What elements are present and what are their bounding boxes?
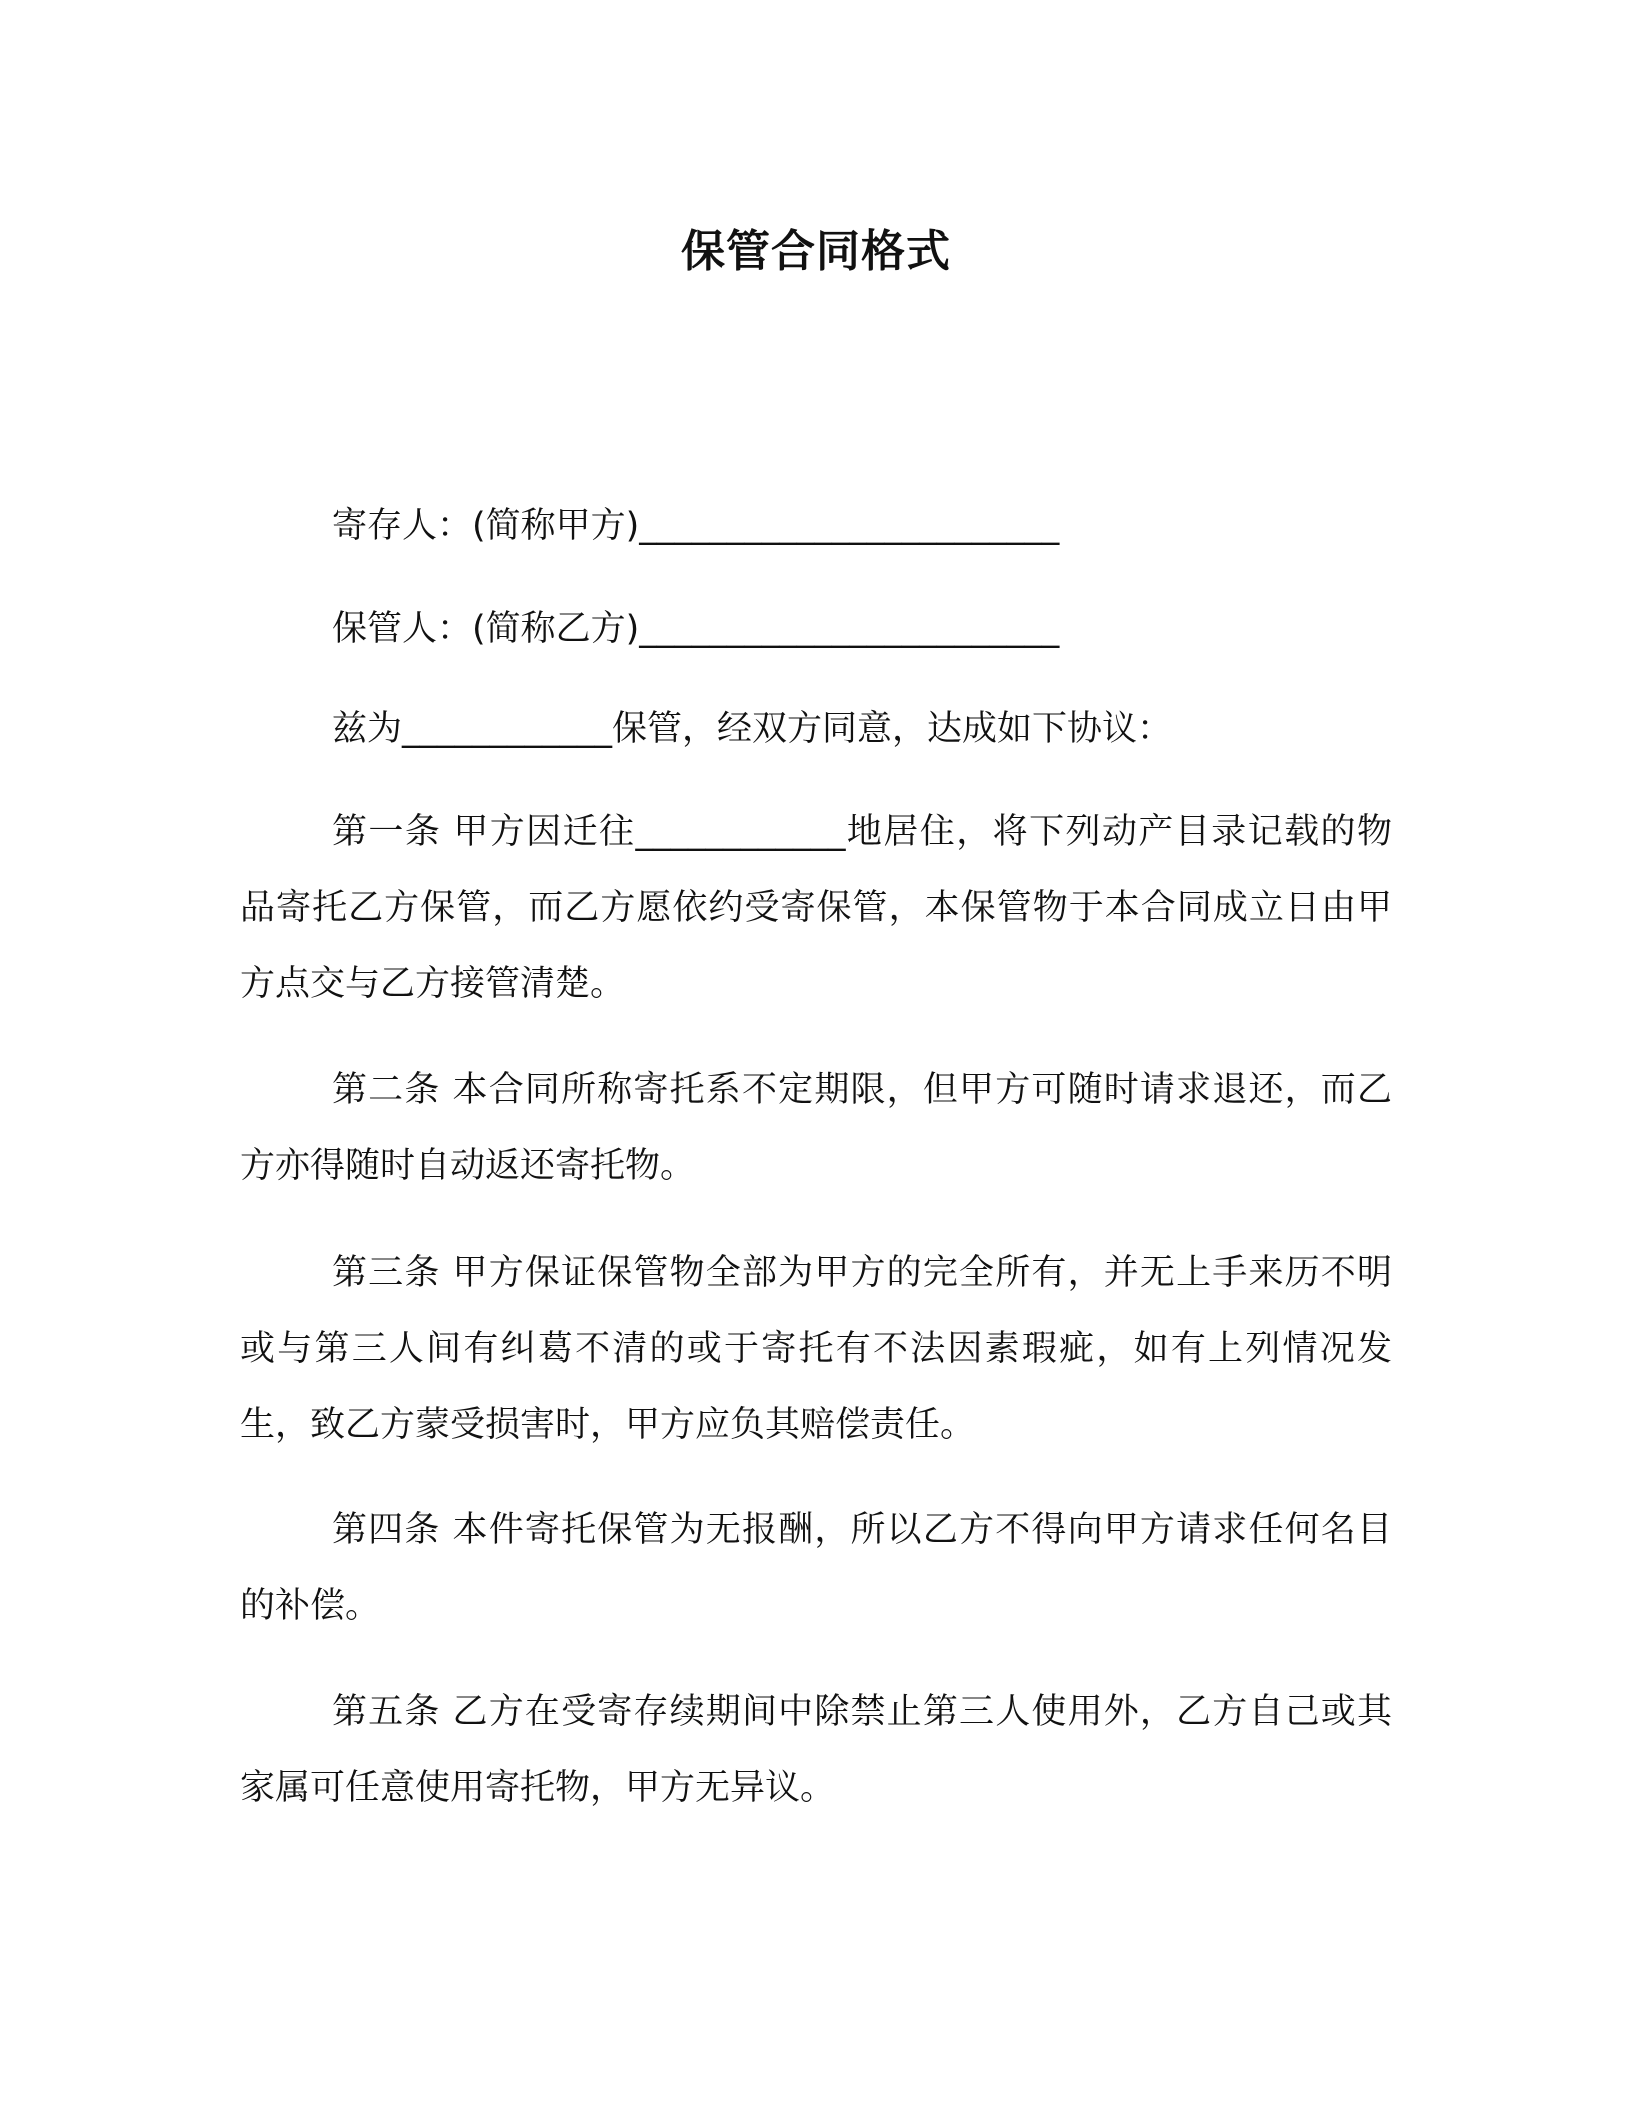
clause-3-text: 甲方保证保管物全部为甲方的完全所有，并无上手来历不明或与第三人间有纠葛不清的或于寄托有不法因素瑕疵，如有上列情况发生，致乙方蒙受损害时，甲方应负其赔偿责任。 (240, 1253, 1392, 1445)
clause-1-label: 第一条 (332, 812, 442, 852)
clause-5-text: 乙方在受寄存续期间中除禁止第三人使用外，乙方自己或其家属可任意使用寄托物，甲方无异议。 (240, 1692, 1392, 1808)
purpose-field: 兹为____________保管，经双方同意，达成如下协议： (332, 709, 1173, 749)
clause-1-text: 甲方因迁往____________地居住，将下列动产目录记载的物品寄托乙方保管，而乙方愿依约受寄保管，本保管物于本合同成立日由甲方点交与乙方接管清楚。 (240, 812, 1392, 1004)
clause-5 (240, 1674, 1392, 1826)
clause-5-label: 第五条 (332, 1692, 441, 1732)
clause-1 (240, 794, 1392, 1022)
clause-4-label: 第四条 (332, 1510, 441, 1550)
clause-4-text: 本件寄托保管为无报酬，所以乙方不得向甲方请求任何名目的补偿。 (240, 1510, 1392, 1626)
depositor-field: 寄存人：(简称甲方)________________________ (332, 506, 1060, 546)
clause-2-label: 第二条 (332, 1070, 441, 1110)
document-title: 保管合同格式 (681, 226, 951, 277)
clause-3-label: 第三条 (332, 1253, 441, 1293)
clause-2-text: 本合同所称寄托系不定期限，但甲方可随时请求退还，而乙方亦得随时自动返还寄托物。 (240, 1070, 1392, 1186)
custodian-field: 保管人：(简称乙方)________________________ (332, 609, 1060, 649)
clause-4 (240, 1492, 1392, 1644)
clause-3 (240, 1235, 1392, 1463)
clause-2 (240, 1052, 1392, 1204)
